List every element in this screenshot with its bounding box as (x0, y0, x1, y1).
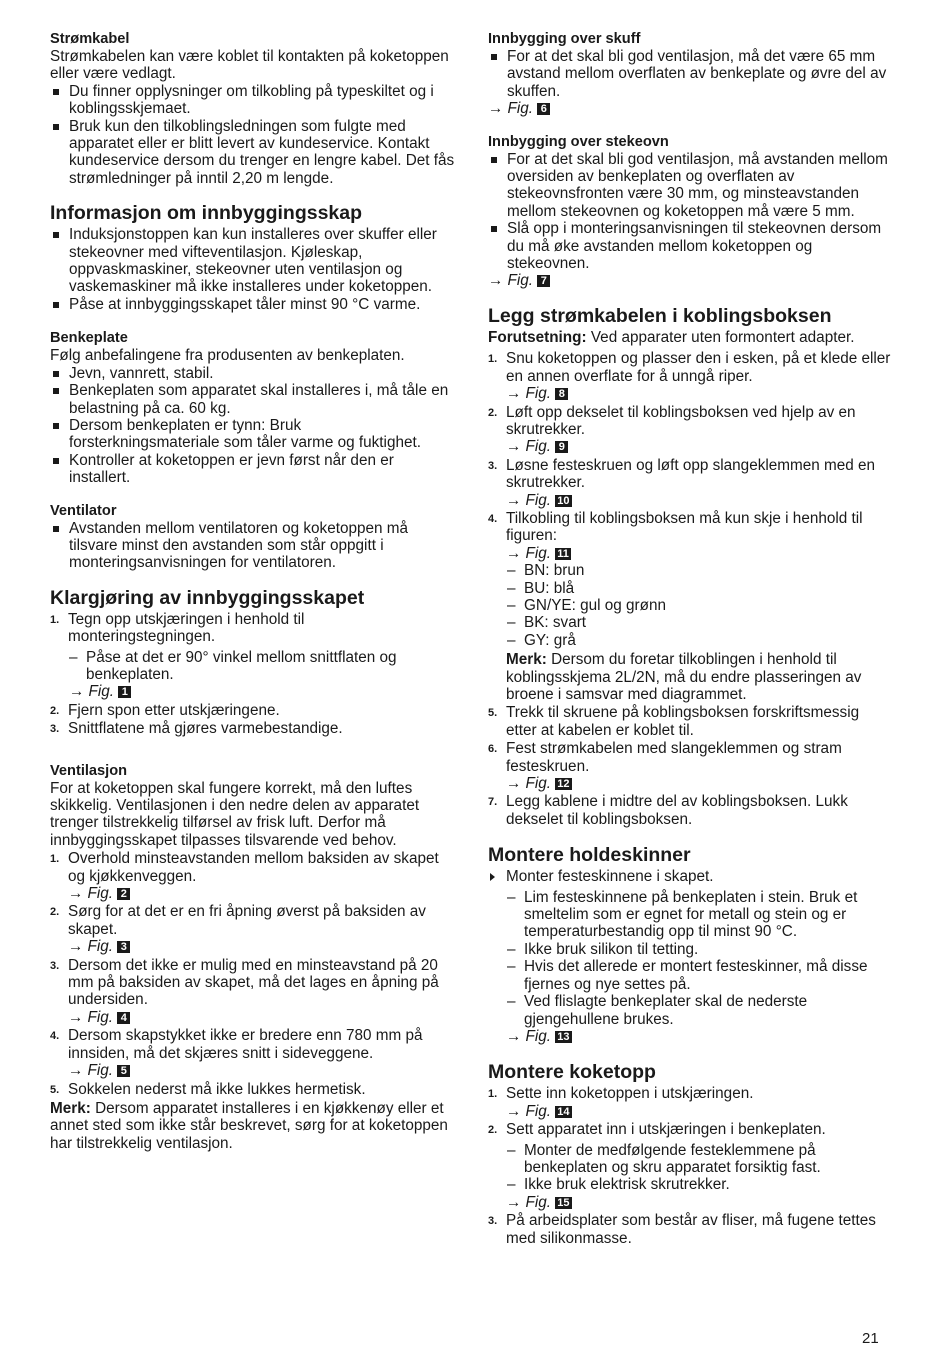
arrow-right-icon: → (506, 1102, 522, 1120)
section-stekeovn (488, 133, 893, 290)
numbered-step: 2. Løft opp dekselet til koblingsboksen ved hjelp av en skrutrekker. (488, 403, 856, 438)
bullet-item: Slå opp i monteringsanvisningen til stekeovnen dersom du må øke avstanden mellom koketoppen og stekeovnen. (488, 220, 893, 272)
numbered-step: 5. Sokkelen nederst må ikke lukkes hermetisk. (50, 1080, 366, 1098)
figure-badge: 4 (117, 1012, 130, 1024)
dash-item: – Ikke bruk silikon til tetting. (507, 940, 699, 958)
left-column (50, 30, 455, 1167)
section-stromkabel (50, 30, 455, 187)
numbered-step: 5. Trekk til skruene på koblingsboksen forskriftsmessig etter at kabelen er koblet til. (488, 704, 860, 739)
wire-color-item: – GN/YE: gul og grønn (507, 596, 666, 614)
square-bullet-icon (53, 423, 59, 429)
square-bullet-icon (53, 458, 59, 464)
arrow-right-icon: → (506, 544, 522, 562)
square-bullet-icon (53, 124, 59, 130)
section-legg-stromkabel (488, 305, 893, 828)
note-paragraph: Merk: Dersom du foretar tilkoblingen i henhold til koblingsskjema 2L/2N, må du endre plasseringen av broene i samsvar med diagrammet. (506, 651, 862, 703)
numbered-step: 1. Tegn opp utskjæringen i henhold til monteringstegningen. (50, 610, 305, 646)
arrow-right-icon: → (506, 491, 522, 509)
numbered-step: 3. Løsne festeskruen og løft opp slangeklemmen med en skrutrekker. (488, 456, 876, 492)
numbered-step: 7. Legg kablene i midtre del av koblingsboksen. Lukk dekselet til koblingsboksen. (488, 793, 848, 828)
numbered-step: 3. På arbeidsplater som består av fliser, må fugene tettes med silikonmasse. (488, 1212, 876, 1247)
wire-color-item: – BU: blå (507, 579, 575, 597)
section-holdeskinner (488, 844, 893, 1045)
section-ventilator (50, 502, 455, 572)
numbered-step: 2. Fjern spon etter utskjæringene. (50, 701, 280, 719)
figure-badge: 1 (118, 686, 131, 698)
dash-item: – Ved flislagte benkeplater skal de nederste gjengehullene brukes. (507, 993, 808, 1028)
arrow-right-icon: → (506, 1027, 522, 1045)
bullet-item: Du finner opplysninger om tilkobling på typeskiltet og i koblingsskjemaet. (50, 83, 455, 118)
dash-item: – Monter de medfølgende festeklemmene på benkeplaten og skru apparatet forsiktig fast. (507, 1141, 821, 1176)
bullet-item: Kontroller at koketoppen er jevn først når den er installert. (50, 452, 455, 487)
figure-reference: → Fig. 7 (488, 272, 893, 289)
figure-reference: → Fig. 4 (50, 1009, 455, 1026)
prerequisite-paragraph: Forutsetning: Ved apparater uten formontert adapter. (488, 328, 855, 346)
square-bullet-icon (491, 157, 497, 163)
dash-item: – Hvis det allerede er montert festeskinner, må disse fjernes og nye settes på. (507, 958, 868, 993)
numbered-step: 2. Sett apparatet inn i utskjæringen i benkeplaten. (488, 1121, 826, 1139)
section-klargjoring (50, 587, 455, 738)
figure-reference: → Fig. 5 (50, 1062, 455, 1079)
heading-stromkabel: Strømkabel (50, 31, 130, 47)
bullet-item: Benkeplaten som apparatet skal installeres i, må tåle en belastning på ca. 60 kg. (50, 382, 455, 417)
heading-skuff: Innbygging over skuff (488, 31, 641, 47)
arrow-right-icon: → (68, 938, 84, 956)
heading-informasjon: Informasjon om innbyggingsskap (50, 202, 363, 225)
square-bullet-icon (53, 232, 59, 238)
arrow-right-icon: → (68, 1062, 84, 1080)
section-ventilasjon (50, 754, 455, 1153)
arrow-right-icon: → (506, 438, 522, 456)
figure-reference: → Fig. 15 (506, 1193, 570, 1211)
numbered-step: 4. Dersom skapstykket ikke er bredere enn 780 mm på innsiden, må det skjæres snitt i sideveggene. (50, 1027, 423, 1062)
heading-ventilator: Ventilator (50, 502, 117, 519)
figure-reference: → Fig. 1 (50, 683, 455, 700)
numbered-step: 3. Snittflatene må gjøres varmebestandige. (50, 720, 343, 738)
dash-item: – Ikke bruk elektrisk skrutrekker. (507, 1176, 730, 1194)
bullet-item: For at det skal bli god ventilasjon, må det være 65 mm avstand mellom overflaten av benkeplate og øvre del av skuffen. (488, 48, 893, 100)
section-informasjon (50, 202, 455, 313)
figure-badge: 11 (557, 547, 569, 560)
note-paragraph: Merk: Dersom apparatet installeres i en kjøkkenøy eller et annet sted som ikke står beskrevet, sørg for at koketoppen har tilstrekkelig ventilasjon. (50, 1099, 448, 1152)
arrow-right-icon: → (488, 100, 504, 118)
triangle-bullet-icon (490, 873, 495, 881)
figure-reference: → Fig. 8 (488, 385, 893, 402)
figure-reference: → Fig. 3 (50, 938, 455, 955)
paragraph: For at koketoppen skal fungere korrekt, må den luftes skikkelig. Ventilasjonen i den nedre delen av apparatet trenger tilstrekkelig tilførsel av frisk luft. Derfor må innbyggingsskapet tilpasses tilsvarende ved behov. (50, 779, 420, 849)
square-bullet-icon (53, 89, 59, 95)
figure-badge: 10 (557, 494, 570, 507)
heading-benkeplate: Benkeplate (50, 330, 128, 347)
figure-reference: → Fig. 12 (506, 775, 570, 793)
arrow-right-icon: → (488, 272, 504, 290)
wire-color-item: – BN: brun (507, 562, 585, 580)
square-bullet-icon (53, 302, 59, 308)
arrow-right-icon: → (506, 775, 522, 793)
figure-badge: 6 (537, 103, 550, 115)
numbered-step: 2. Sørg for at det er en fri åpning øverst på baksiden av skapet. (50, 903, 426, 938)
bullet-item: Jevn, vannrett, stabil. (50, 365, 455, 382)
heading-ventilasjon: Ventilasjon (50, 762, 128, 779)
figure-badge: 3 (117, 941, 130, 953)
dash-item: – Lim festeskinnene på benkeplaten i stein. Bruk et smeltelim som er egnet for metall og stein og er temperaturbestandig opp til minst 90 °C. (507, 888, 858, 941)
paragraph: Følg anbefalingene fra produsenten av benkeplaten. (50, 347, 405, 365)
arrow-right-icon: → (506, 1193, 522, 1211)
wire-color-item: – GY: grå (507, 631, 576, 649)
section-skuff (488, 30, 893, 118)
paragraph: Strømkabelen kan være koblet til kontakten på koketoppen eller være vedlagt. (50, 48, 449, 83)
section-benkeplate (50, 329, 455, 486)
arrow-right-icon: → (69, 683, 85, 701)
figure-reference: → Fig. 13 (506, 1027, 570, 1045)
figure-badge: 15 (557, 1196, 570, 1209)
numbered-step: 1. Sette inn koketoppen i utskjæringen. (488, 1085, 754, 1103)
square-bullet-icon (53, 526, 59, 532)
square-bullet-icon (491, 226, 497, 232)
numbered-step: 6. Fest strømkabelen med slangeklemmen og stram festeskruen. (488, 740, 842, 775)
figure-badge: 9 (555, 441, 568, 453)
figure-reference: → Fig. 10 (506, 491, 570, 509)
bullet-item: Induksjonstoppen kan kun installeres over skuffer eller stekeovner med vifteventilasjon. Kjøleskap, oppvaskmaskiner, stekeovner uten ventilasjon og vaskemaskiner må ikke installeres under koketoppen. (50, 226, 455, 296)
bullet-item: Dersom benkeplaten er tynn: Bruk forsterkningsmateriale som tåler varme og fuktighet. (50, 417, 455, 452)
heading-holdeskinner: Montere holdeskinner (488, 844, 691, 867)
bullet-item: Påse at innbyggingsskapet tåler minst 90 °C varme. (50, 296, 455, 313)
section-koketopp (488, 1061, 893, 1247)
dash-item: – Påse at det er 90° vinkel mellom snittflaten og benkeplaten. (69, 648, 397, 683)
numbered-step: 1. Overhold minsteavstanden mellom baksiden av skapet og kjøkkenveggen. (50, 850, 439, 885)
square-bullet-icon (491, 54, 497, 60)
action-item: Monter festeskinnene i skapet. (488, 868, 893, 885)
arrow-right-icon: → (68, 885, 84, 903)
numbered-step: 1. Snu koketoppen og plasser den i esken, på et klede eller en annen overflate for å unngå riper. (488, 350, 891, 385)
square-bullet-icon (53, 388, 59, 394)
heading-koketopp: Montere koketopp (488, 1061, 656, 1084)
bullet-item: For at det skal bli god ventilasjon, må avstanden mellom oversiden av benkeplaten og overflaten av stekeovnsfronten være 30 mm, og minsteavstanden mellom stekeovnen og koketoppen må være 5 mm. (488, 151, 893, 221)
figure-badge: 14 (557, 1105, 570, 1118)
figure-badge: 5 (117, 1065, 130, 1077)
bullet-item: Bruk kun den tilkoblingsledningen som fulgte med apparatet eller er blitt levert av kundeservice. Kontakt kundeservice dersom du trenger en lengre kabel. Det fås strømledninger på inntil 2,20 m lengde. (50, 118, 455, 188)
figure-badge: 2 (117, 888, 130, 900)
square-bullet-icon (53, 371, 59, 377)
page-number: 21 (862, 1330, 879, 1347)
right-column (488, 30, 893, 1262)
numbered-step: 3. Dersom det ikke er mulig med en minsteavstand på 20 mm på baksiden av skapet, må det lages en åpning på undersiden. (50, 956, 439, 1009)
bullet-item: Avstanden mellom ventilatoren og koketoppen må tilsvare minst den avstanden som står oppgitt i monteringsanvisningen for ventilatoren. (50, 520, 455, 572)
figure-badge: 8 (555, 388, 568, 400)
figure-reference: → Fig. 2 (50, 885, 455, 902)
figure-badge: 12 (557, 778, 570, 791)
heading-stekeovn: Innbygging over stekeovn (488, 133, 669, 150)
figure-reference: → Fig. 9 (488, 438, 893, 455)
heading-legg-stromkabel: Legg strømkabelen i koblingsboksen (488, 304, 832, 327)
figure-reference: → Fig. 14 (506, 1102, 570, 1120)
figure-reference: → Fig. 11 (506, 544, 569, 562)
figure-badge: 7 (537, 275, 550, 287)
wire-color-item: – BK: svart (507, 614, 587, 632)
arrow-right-icon: → (68, 1008, 84, 1026)
heading-klargjoring: Klargjøring av innbyggingsskapet (50, 586, 365, 609)
numbered-step: 4. Tilkobling til koblingsboksen må kun skje i henhold til figuren: (488, 509, 863, 545)
arrow-right-icon: → (506, 385, 522, 403)
figure-badge: 13 (557, 1030, 570, 1043)
figure-reference: → Fig. 6 (488, 100, 893, 117)
